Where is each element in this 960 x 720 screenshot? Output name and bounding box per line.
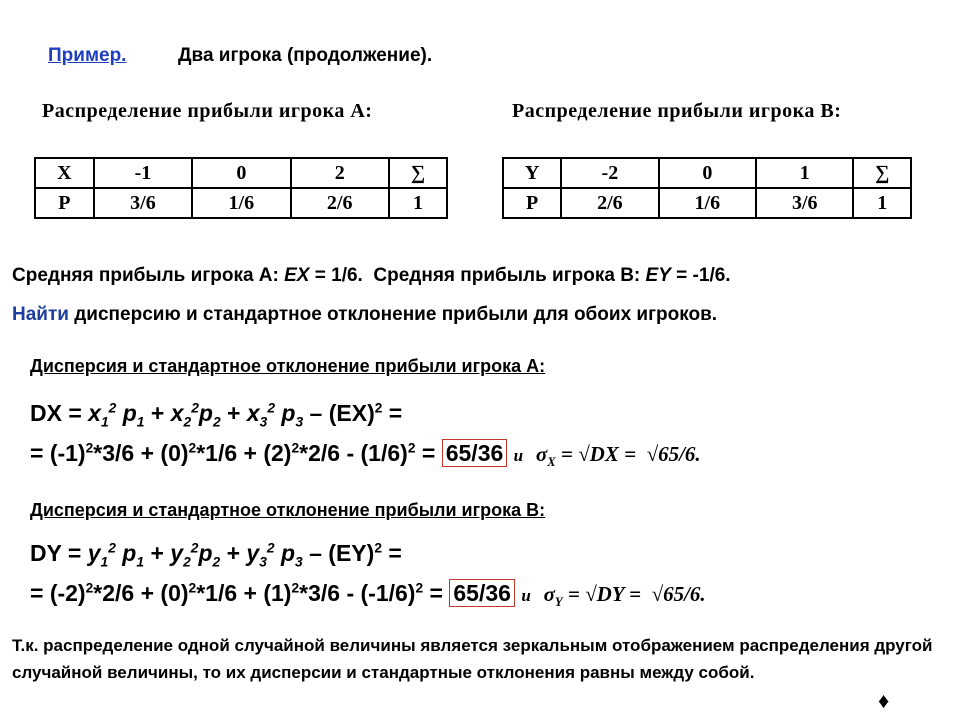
conclusion-text: Т.к. распределение одной случайной величины является зеркальным отображением распределения другой случайной величины, то их дисперсии и стандартные отклонения равны между собой. <box>12 636 933 682</box>
mean-line <box>12 265 731 287</box>
table-cell: P <box>503 188 561 218</box>
table-cell: 3/6 <box>94 188 192 218</box>
dist-b-title: Распределение прибыли игрока В: <box>512 100 842 122</box>
table-cell: 2/6 <box>291 188 389 218</box>
dist-a-table <box>34 157 448 219</box>
table-cell: 1 <box>756 158 853 188</box>
formula-a-line2: = $(-1)^2*3/6 + (0)^2*1/6 + (2)^2*2/6 - (1/6)^2 = 65/36$ и $\sigma_X = √DX = √65/6$. <box>30 440 701 470</box>
table-row <box>503 158 911 188</box>
dist-b-table <box>502 157 912 219</box>
mean-a-label: Средняя прибыль игрока А: <box>12 265 285 286</box>
end-diamond-icon: ♦ <box>878 688 890 713</box>
table-cell: -2 <box>561 158 658 188</box>
formula-a-line1: DX = $x_1^2$ $p_1 + x_2^2p_2 + x_3^2$ $p_3 - (EX)^2$ = <box>30 400 403 430</box>
table-cell: P <box>35 188 94 218</box>
task-text: дисперсию и стандартное отклонение прибыли для обоих игроков. <box>68 304 718 325</box>
dist-a-title: Распределение прибыли игрока А: <box>42 100 373 122</box>
mean-b-value: = -1/6. <box>670 265 731 286</box>
table-row <box>35 188 447 218</box>
sigma-b: $\sigma_Y = √DY = √65/6$. <box>543 582 706 610</box>
mean-a-expr: EX <box>284 265 310 286</box>
table-cell: 0 <box>659 158 756 188</box>
formula-b-line2: = $(-2)^2*2/6 + (0)^2*1/6 + (1)^2*3/6 - (-1/6)^2 = 65/36$ и $\sigma_Y = √DY = √65/6$. <box>30 580 706 610</box>
table-cell: 1/6 <box>192 188 290 218</box>
mean-a-value: = 1/6. <box>309 265 363 286</box>
table-cell: 1 <box>389 188 447 218</box>
result-a-box: 65/36 <box>442 439 508 467</box>
table-cell: 2 <box>291 158 389 188</box>
sigma-b-value: 65/6. <box>663 582 706 606</box>
table-cell: 0 <box>192 158 290 188</box>
section-b-heading: Дисперсия и стандартное отклонение прибыли игрока В: <box>30 500 546 520</box>
table-cell: 1 <box>853 188 911 218</box>
task-keyword: Найти <box>12 304 69 325</box>
table-cell: ∑ <box>389 158 447 188</box>
table-cell: ∑ <box>853 158 911 188</box>
task-line <box>12 304 717 326</box>
table-row <box>503 188 911 218</box>
table-cell: Y <box>503 158 561 188</box>
table-cell: 2/6 <box>561 188 658 218</box>
table-cell: -1 <box>94 158 192 188</box>
table-cell: 1/6 <box>659 188 756 218</box>
sigma-a-value: 65/6. <box>658 442 701 466</box>
sigma-a: $\sigma_X = √DX = √65/6$. <box>535 442 701 470</box>
example-label: Пример. <box>48 45 127 66</box>
formula-b-line1: DY = $y_1^2$ $p_1 + y_2^2p_2 + y_3^2$ $p_3 - (EY)^2$ = <box>30 540 402 570</box>
section-a-heading: Дисперсия и стандартное отклонение прибыли игрока А: <box>30 356 546 376</box>
mean-b-label: Средняя прибыль игрока В: <box>373 265 646 286</box>
table-cell: X <box>35 158 94 188</box>
mean-b-expr: EY <box>645 265 671 286</box>
table-row <box>35 158 447 188</box>
result-b-box: 65/36 <box>449 579 515 607</box>
page-title: Два игрока (продолжение). <box>178 45 433 66</box>
table-cell: 3/6 <box>756 188 853 218</box>
